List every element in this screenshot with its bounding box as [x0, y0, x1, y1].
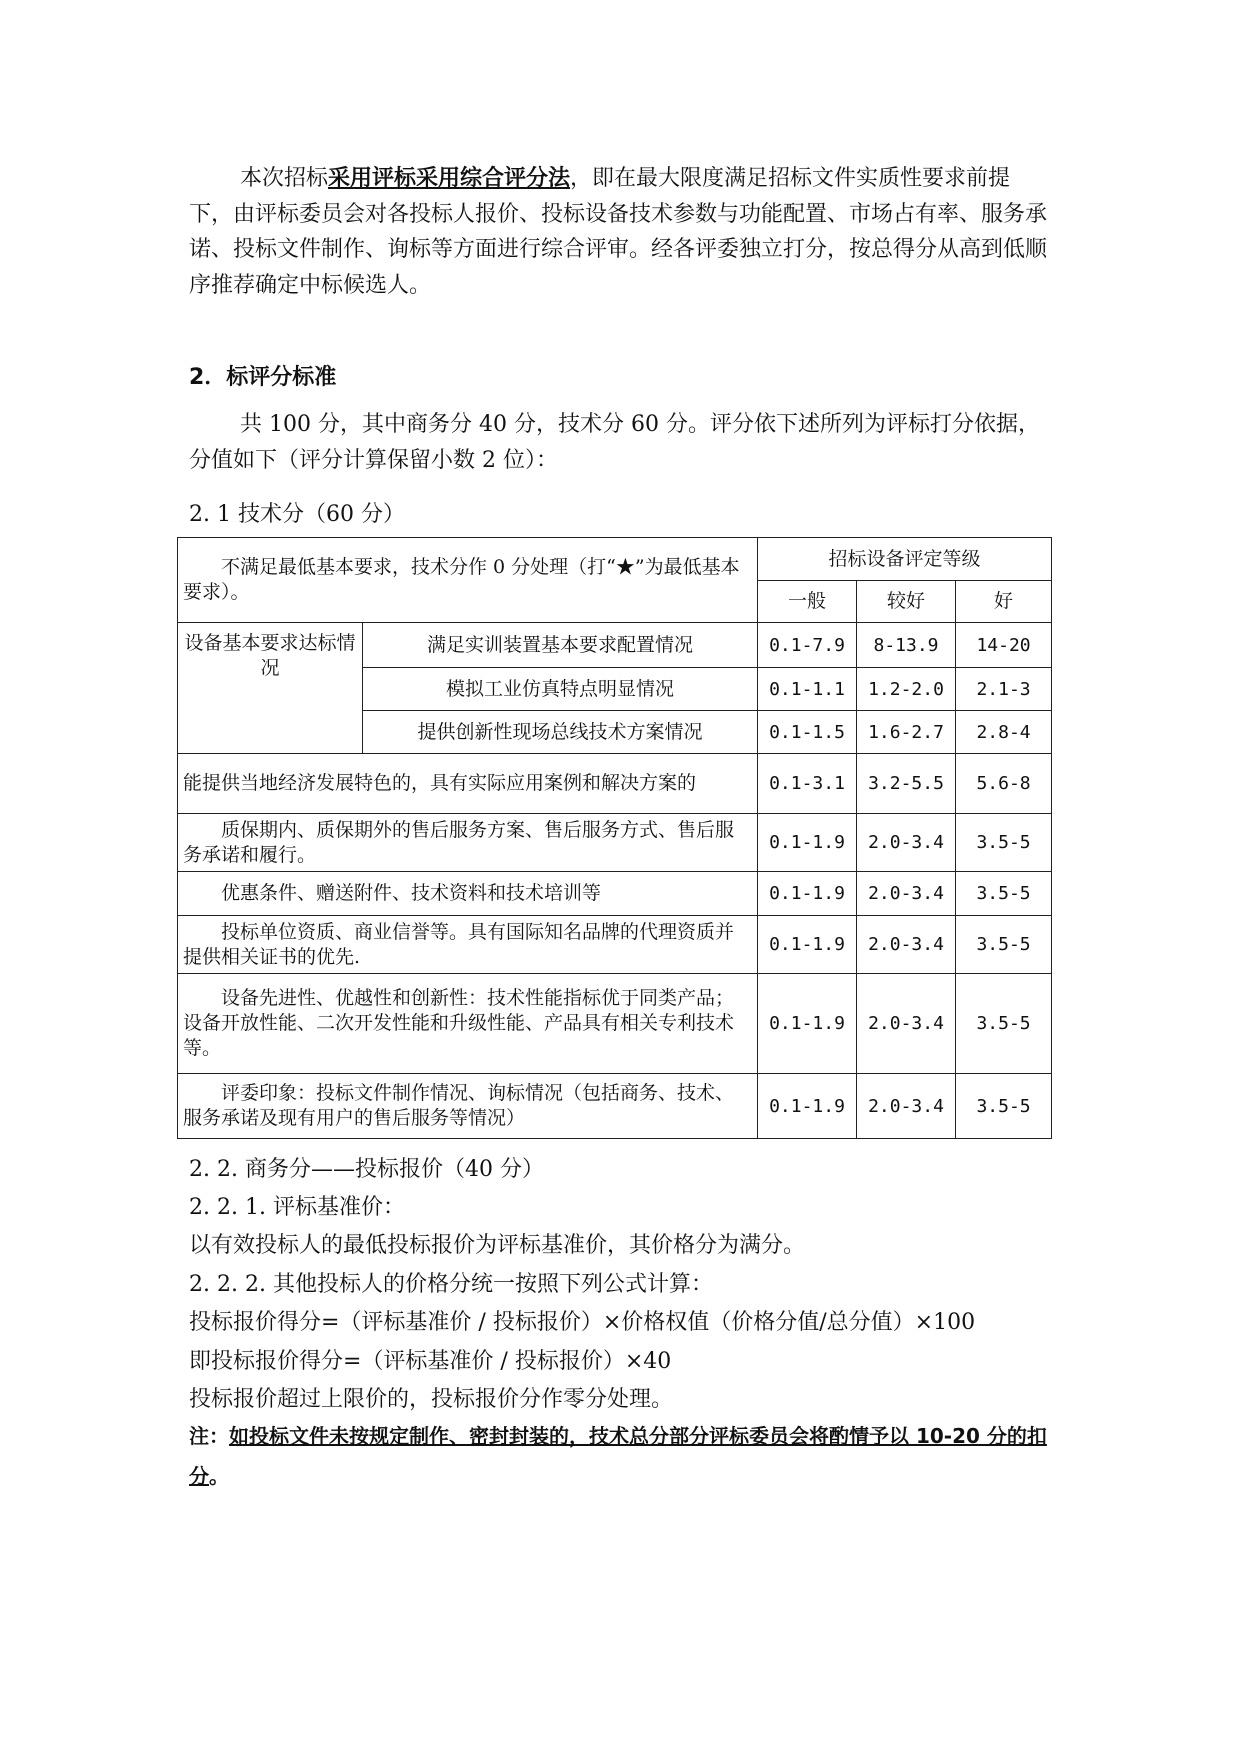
table-row-item: 设备先进性、优越性和创新性：技术性能指标优于同类产品；设备开放性能、二次开发性能和升级性能、产品具有相关专利技术等。 — [178, 974, 758, 1074]
table-row-item: 提供创新性现场总线技术方案情况 — [363, 711, 758, 754]
intro-prefix: 本次招标 — [240, 166, 329, 191]
score-general: 0.1-1.9 — [758, 916, 857, 974]
table-row-item: 模拟工业仿真特点明显情况 — [363, 668, 758, 711]
score-general: 0.1-1.1 — [758, 668, 857, 711]
grade-good: 好 — [956, 581, 1052, 623]
grade-better: 较好 — [857, 581, 956, 623]
score-good: 2.8-4 — [956, 711, 1052, 754]
score-general: 0.1-1.9 — [758, 1074, 857, 1139]
deduction-note — [189, 1416, 1059, 1496]
table-row-item: 能提供当地经济发展特色的，具有实际应用案例和解决方案的 — [178, 754, 758, 814]
score-good: 3.5-5 — [956, 916, 1052, 974]
business-heading: 2. 2. 商务分——投标报价（40 分） — [189, 1157, 544, 1182]
score-better: 1.2-2.0 — [857, 668, 956, 711]
score-good: 2.1-3 — [956, 668, 1052, 711]
tech-score-heading: 2. 1 技术分（60 分） — [189, 502, 405, 527]
formula-heading: 2. 2. 2. 其他投标人的价格分统一按照下列公式计算： — [189, 1272, 713, 1297]
table-row-item: 优惠条件、赠送附件、技术资料和技术培训等 — [178, 872, 758, 916]
score-better: 2.0-3.4 — [857, 916, 956, 974]
score-good: 14-20 — [956, 623, 1052, 668]
score-good: 3.5-5 — [956, 872, 1052, 916]
section-2-heading: 2．标评分标准 — [189, 365, 337, 390]
group-label: 设备基本要求达标情况 — [178, 623, 363, 754]
score-good: 3.5-5 — [956, 974, 1052, 1074]
score-better: 2.0-3.4 — [857, 1074, 956, 1139]
score-good: 5.6-8 — [956, 754, 1052, 814]
intro-rest: ，即在最大限度满足招标文件实质性要求前提下，由评标委员会对各投标人报价、投标设备技术参数与功能配置、市场占有率、服务承诺、投标文件制作、询标等方面进行综合评审。经各评委独立打分，按总得分从高到低顺序推荐确定中标候选人。 — [189, 166, 1048, 298]
formula-2: 即投标报价得分=（评标基准价 / 投标报价）×40 — [189, 1349, 672, 1374]
table-row-item: 评委印象：投标文件制作情况、询标情况（包括商务、技术、服务承诺及现有用户的售后服务等情况） — [178, 1074, 758, 1139]
score-better: 1.6-2.7 — [857, 711, 956, 754]
score-general: 0.1-1.9 — [758, 974, 857, 1074]
score-good: 3.5-5 — [956, 1074, 1052, 1139]
score-general: 0.1-7.9 — [758, 623, 857, 668]
score-general: 0.1-1.9 — [758, 872, 857, 916]
grade-general: 一般 — [758, 581, 857, 623]
table-row-item: 满足实训装置基本要求配置情况 — [363, 623, 758, 668]
section-2-text: 共 100 分，其中商务分 40 分，技术分 60 分。评分依下述所列为评标打分依据，分值如下（评分计算保留小数 2 位）： — [189, 412, 1040, 473]
score-general: 0.1-1.5 — [758, 711, 857, 754]
table-row-item: 投标单位资质、商业信誉等。具有国际知名品牌的代理资质并提供相关证书的优先. — [178, 916, 758, 974]
note-text: 如投标文件未按规定制作、密封封装的，技术总分部分评标委员会将酌情予以 10-20 分的扣分 — [189, 1424, 1047, 1488]
intro-emphasis: 采用评标采用综合评分法 — [328, 166, 571, 191]
score-general: 0.1-3.1 — [758, 754, 857, 814]
score-better: 2.0-3.4 — [857, 974, 956, 1074]
score-better: 2.0-3.4 — [857, 872, 956, 916]
score-good: 3.5-5 — [956, 814, 1052, 872]
intro-paragraph — [189, 161, 1051, 303]
score-better: 2.0-3.4 — [857, 814, 956, 872]
score-better: 8-13.9 — [857, 623, 956, 668]
benchmark-text: 以有效投标人的最低投标报价为评标基准价，其价格分为满分。 — [189, 1233, 806, 1258]
formula-1: 投标报价得分=（评标基准价 / 投标报价）×价格权值（价格分值/总分值）×100 — [189, 1310, 976, 1335]
over-limit-text: 投标报价超过上限价的，投标报价分作零分处理。 — [189, 1387, 674, 1412]
note-label: 注： — [189, 1424, 229, 1448]
score-general: 0.1-1.9 — [758, 814, 857, 872]
score-better: 3.2-5.5 — [857, 754, 956, 814]
grade-header: 招标设备评定等级 — [758, 538, 1052, 581]
table-row-item: 质保期内、质保期外的售后服务方案、售后服务方式、售后服务承诺和履行。 — [178, 814, 758, 872]
tech-score-table — [177, 537, 1052, 1139]
benchmark-heading: 2. 2. 1. 评标基准价： — [189, 1195, 405, 1220]
note-end: 。 — [209, 1464, 229, 1488]
table-intro: 不满足最低基本要求，技术分作 0 分处理（打“★”为最低基本要求）。 — [178, 538, 758, 623]
